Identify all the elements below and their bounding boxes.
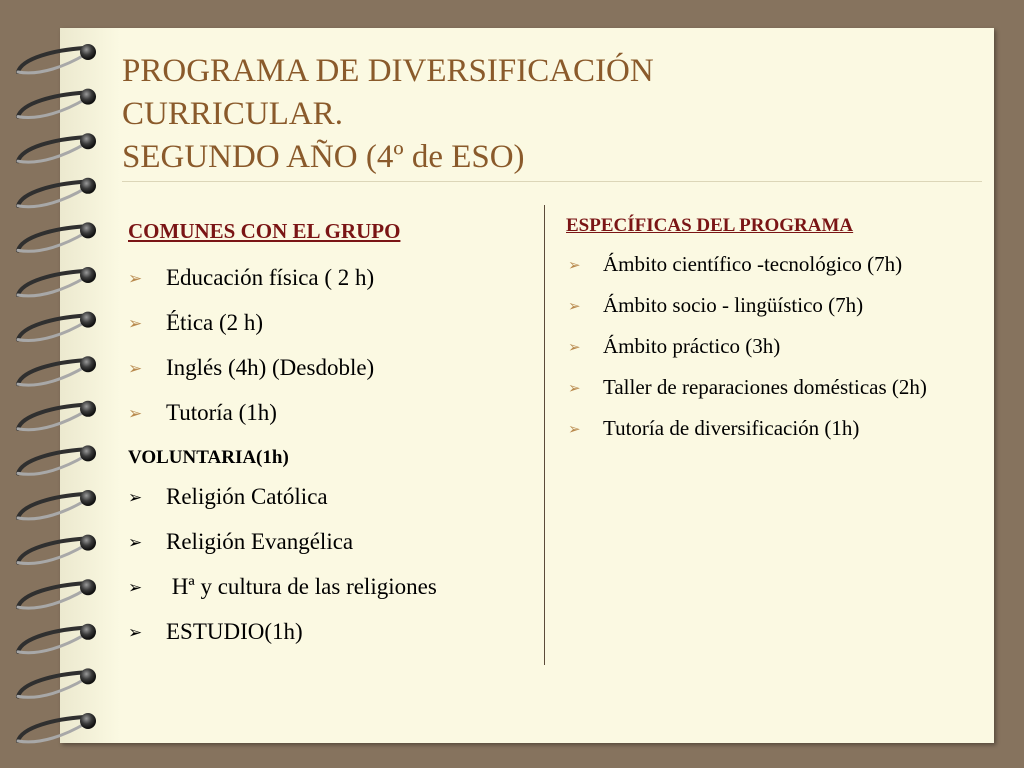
list-item-label: Ámbito práctico (3h) xyxy=(603,334,781,358)
list-item xyxy=(566,412,966,445)
list-item xyxy=(128,528,538,556)
spiral-binding-ring-icon xyxy=(18,133,96,162)
title-line-2: CURRICULAR. xyxy=(122,96,343,132)
spiral-binding-ring-icon xyxy=(18,178,96,207)
list-item xyxy=(128,309,538,337)
arrowhead-bullet-icon: ➢ xyxy=(128,404,143,424)
title-line-3: SEGUNDO AÑO (4º de ESO) xyxy=(122,139,525,175)
arrowhead-bullet-icon: ➢ xyxy=(128,314,143,334)
arrowhead-bullet-icon: ➢ xyxy=(568,297,581,315)
list-item xyxy=(566,330,966,363)
common-subjects-column xyxy=(128,215,538,646)
arrowhead-bullet-icon: ➢ xyxy=(128,269,143,289)
list-item xyxy=(566,289,966,322)
arrowhead-bullet-icon: ➢ xyxy=(568,379,581,397)
spiral-binding-ring-icon xyxy=(18,267,96,296)
title-line-1: PROGRAMA DE DIVERSIFICACIÓN xyxy=(122,53,654,89)
arrowhead-bullet-icon: ➢ xyxy=(568,256,581,274)
spiral-binding-ring-icon xyxy=(18,535,96,564)
spiral-binding-ring-icon xyxy=(18,490,96,519)
program-subjects-column xyxy=(566,212,966,445)
program-subjects-heading: ESPECÍFICAS DEL PROGRAMA xyxy=(566,215,854,236)
column-divider xyxy=(544,205,545,665)
spiral-binding-ring-icon xyxy=(18,624,96,653)
list-item-label: ESTUDIO(1h) xyxy=(166,619,303,644)
arrowhead-bullet-icon: ➢ xyxy=(128,623,143,643)
spiral-binding-ring-icon xyxy=(18,222,96,251)
list-item xyxy=(566,371,966,404)
list-item xyxy=(128,264,538,292)
spiral-binding xyxy=(0,0,110,768)
program-subjects-list xyxy=(566,248,966,445)
list-item-label: Hª y cultura de las religiones xyxy=(166,574,437,599)
list-item xyxy=(128,618,538,646)
title-divider xyxy=(122,181,982,182)
list-item xyxy=(128,573,538,601)
list-item-label: Ética (2 h) xyxy=(166,310,264,335)
list-item-label: Tutoría (1h) xyxy=(166,400,277,425)
common-subjects-list xyxy=(128,264,538,427)
arrowhead-bullet-icon: ➢ xyxy=(128,488,143,508)
spiral-binding-ring-icon xyxy=(18,89,96,118)
arrowhead-bullet-icon: ➢ xyxy=(128,359,143,379)
list-item xyxy=(128,399,538,427)
voluntary-subjects-list xyxy=(128,483,538,646)
arrowhead-bullet-icon: ➢ xyxy=(128,578,143,598)
arrowhead-bullet-icon: ➢ xyxy=(568,420,581,438)
spiral-binding-ring-icon xyxy=(18,356,96,385)
list-item-label: Educación física ( 2 h) xyxy=(166,265,375,290)
spiral-binding-ring-icon xyxy=(18,668,96,697)
spiral-binding-ring-icon xyxy=(18,401,96,430)
common-subjects-heading: COMUNES CON EL GRUPO xyxy=(128,219,401,243)
list-item-label: Religión Católica xyxy=(166,484,328,509)
list-item-label: Tutoría de diversificación (1h) xyxy=(603,416,860,440)
list-item xyxy=(566,248,966,281)
list-item-label: Religión Evangélica xyxy=(166,529,354,554)
spiral-binding-ring-icon xyxy=(18,312,96,341)
list-item-label: Ámbito científico -tecnológico (7h) xyxy=(603,252,903,276)
spiral-binding-ring-icon xyxy=(18,713,96,742)
arrowhead-bullet-icon: ➢ xyxy=(568,338,581,356)
spiral-binding-ring-icon xyxy=(18,445,96,474)
arrowhead-bullet-icon: ➢ xyxy=(128,533,143,553)
list-item-label: Ámbito socio - lingüístico (7h) xyxy=(603,293,864,317)
list-item-label: Taller de reparaciones domésticas (2h) xyxy=(603,375,927,399)
spiral-binding-ring-icon xyxy=(18,44,96,73)
voluntary-heading: VOLUNTARIA(1h) xyxy=(128,447,289,468)
list-item xyxy=(128,354,538,382)
spiral-binding-ring-icon xyxy=(18,579,96,608)
slide-title xyxy=(122,50,654,179)
list-item xyxy=(128,483,538,511)
list-item-label: Inglés (4h) (Desdoble) xyxy=(166,355,375,380)
